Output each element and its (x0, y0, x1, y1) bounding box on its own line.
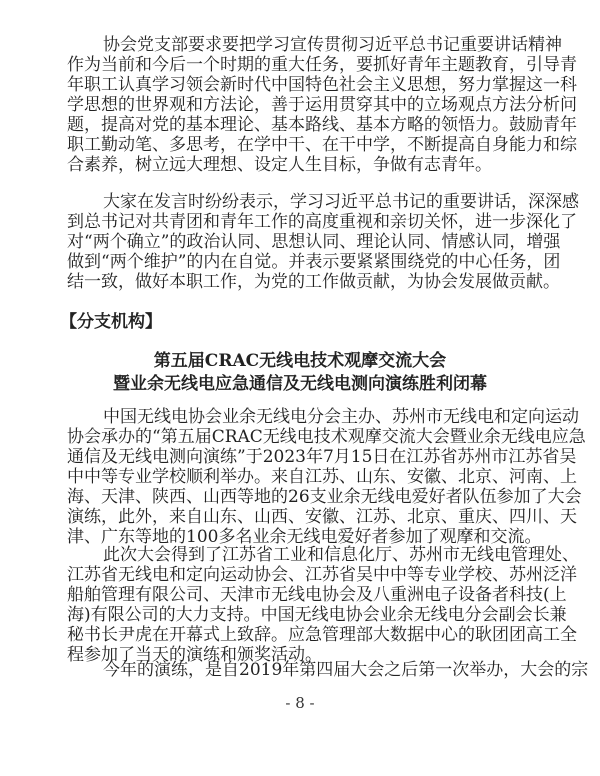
text-line: 海)有限公司的大力支持。中国无线电协会业余无线电分会副会长兼 (67, 605, 567, 625)
text-line: 演练，此外，来自山东、山西、安徽、江苏、北京、重庆、四川、天 (67, 507, 577, 527)
text-line: 中国无线电协会业余无线电分会主办、苏州市无线电和定向运动 (103, 407, 579, 427)
text-line: 结一致，做好本职工作，为党的工作做贡献，为协会发展做贡献。 (67, 272, 560, 292)
text-line: 学思想的世界观和方法论，善于运用贯穿其中的立场观点方法分析问 (67, 95, 577, 115)
text-line: 中中等专业学校顺利举办。来自江苏、山东、安徽、北京、河南、上 (67, 467, 577, 487)
text-line: 此次大会得到了江苏省工业和信息化厅、苏州市无线电管理处、 (103, 545, 579, 565)
text-line: 合素养，树立远大理想、设定人生目标，争做有志青年。 (67, 155, 492, 175)
text-line: 船舶管理有限公司、天津市无线电协会及八重洲电子设备者科技(上 (67, 585, 567, 605)
text-line: 今年的演练，是自2019年第四届大会之后第一次举办，大会的宗 (103, 660, 589, 680)
text-line: 作为当前和今后一个时期的重大任务，要抓好青年主题教育，引导青 (67, 55, 577, 75)
article-title (40, 350, 560, 396)
paragraph-member-responses (67, 192, 579, 292)
text-line: 秘书长尹虎在开幕式上致辞。应急管理部大数据中心的耿团团高工全 (67, 625, 577, 645)
text-line: 题，提高对党的基本理论、基本路线、基本方略的领悟力。鼓励青年 (67, 115, 577, 135)
text-line: 程参加了当天的演练和颁奖活动。 (67, 645, 322, 665)
text-line: 通信及无线电测向演练”于2023年7月15日在江苏省苏州市江苏省吴 (67, 447, 577, 467)
article-title-line-2: 暨业余无线电应急通信及无线电测向演练胜利闭幕 (113, 374, 487, 394)
paragraph-event-summary (67, 407, 586, 547)
paragraph-event-drill (67, 660, 589, 680)
text-line: 海、天津、陕西、山西等地的26支业余无线电爱好者队伍参加了大会 (67, 487, 582, 507)
text-line: 对“两个确立”的政治认同、思想认同、理论认同、情感认同，增强 (67, 232, 561, 252)
text-line: 职工勤动笔、多思考，在学中干、在干中学，不断提高自身能力和综 (67, 135, 577, 155)
article-title-line-1: 第五届CRAC无线电技术观摩交流大会 (153, 351, 447, 371)
text-line: 到总书记对共青团和青年工作的高度重视和亲切关怀，进一步深化了 (67, 212, 577, 232)
section-heading: 【分支机构】 (60, 312, 162, 332)
paragraph-party-study (67, 35, 577, 175)
text-line: 江苏省无线电和定向运动协会、江苏省吴中中等专业学校、苏州泛洋 (67, 565, 577, 585)
text-line: 协会承办的“第五届CRAC无线电技术观摩交流大会暨业余无线电应急 (67, 427, 586, 447)
text-line: 做到“两个维护”的内在自觉。并表示要紧紧围绕党的中心任务，团 (67, 252, 561, 272)
paragraph-event-support (67, 545, 579, 665)
text-line: 津、广东等地的100多名业余无线电爱好者参加了观摩和交流。 (67, 527, 542, 547)
text-line: 协会党支部要求要把学习宣传贯彻习近平总书记重要讲话精神 (103, 35, 562, 55)
text-line: 年职工认真学习领会新时代中国特色社会主义思想，努力掌握这一科 (67, 75, 577, 95)
page-number: - 8 - (285, 694, 315, 712)
text-line: 大家在发言时纷纷表示，学习习近平总书记的重要讲话，深深感 (103, 192, 579, 212)
